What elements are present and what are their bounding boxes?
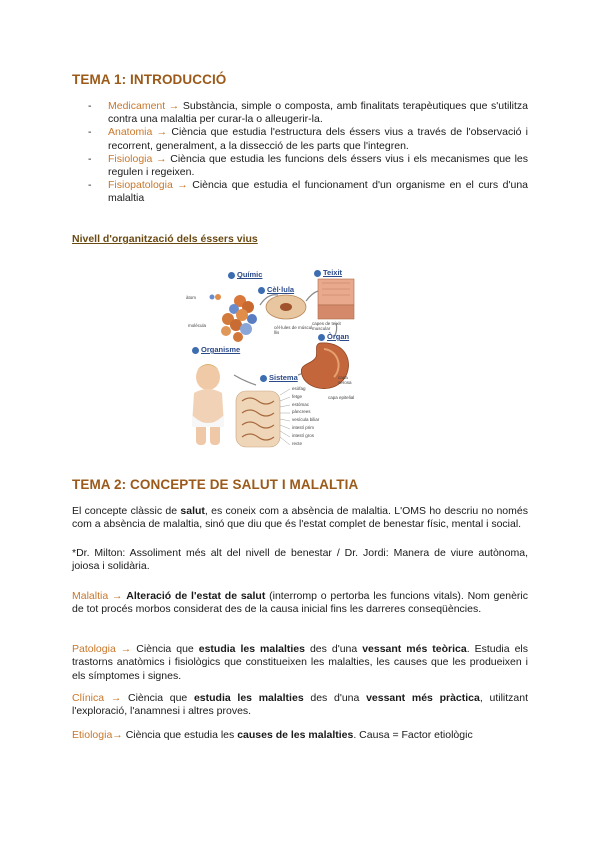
tissue-illustration — [318, 279, 354, 319]
tema1-title: TEMA 1: INTRODUCCIÓ — [72, 72, 227, 87]
digestive-system-illustration — [236, 391, 280, 447]
arrow-icon — [234, 375, 256, 385]
level-number-icon — [260, 375, 267, 382]
arrow-icon: → — [168, 100, 180, 112]
cell-illustration — [266, 295, 306, 319]
list-item: - Medicament → Substància, simple o composta, amb finalitats terapèutiques que s'utilitza contra una malaltia per curar-la o alleugerir-la. — [88, 100, 529, 126]
label-teixit: Teixit — [314, 268, 342, 277]
system-item: esòfag — [292, 386, 306, 391]
level-number-icon — [318, 334, 325, 341]
label-cellula: Cèl·lula — [258, 285, 294, 294]
arrow-icon: → — [177, 179, 188, 192]
list-item: - Anatomia → Ciència que estudia l'estructura dels éssers vius a través de l'observació i recorrent, generalment, a la dissecció de les parts que l'integren. — [88, 126, 529, 152]
label-organ: Òrgan — [318, 332, 349, 341]
term-fisiopatologia: Fisiopatologia — [108, 179, 173, 192]
system-item: intestí prim — [292, 424, 315, 430]
caption-layers: capes de teixit muscular — [312, 321, 341, 331]
system-item: intestí gros — [292, 432, 315, 438]
tema2-title: TEMA 2: CONCEPTE DE SALUT I MALALTIA — [72, 477, 359, 492]
list-item: - Fisiologia → Ciència que estudia les funcions dels éssers vius i els mecanismes que les regulen i regeixen. — [88, 152, 528, 179]
level-number-icon — [314, 270, 321, 277]
child-illustration — [192, 364, 224, 445]
level-number-icon — [258, 287, 265, 294]
arrow-icon: → — [156, 152, 167, 165]
system-leader-lines — [280, 389, 290, 445]
system-item: recte — [292, 440, 303, 446]
caption-molecule: molècula — [188, 323, 207, 328]
label-organisme: Organisme — [192, 345, 240, 354]
definition-text: Ciència que estudia el funcionament d'un organisme en el curs d'una malaltia — [108, 179, 529, 205]
arrow-icon — [306, 291, 318, 301]
system-item: vesícula biliar — [292, 417, 320, 423]
term-fisiologia: Fisiologia — [108, 152, 153, 165]
definition-text: Substància, simple o composta, amb finalitats terapèutiques que s'utilitza contra una malaltia per curar-la o alleugerir-la. — [108, 100, 529, 126]
molecule-illustration — [210, 294, 258, 342]
definition-text: Ciència que estudia l'estructura dels éssers vius a través de l'observació i recorrent, generalment, a la dissecció de les parts que l'integren. — [108, 126, 529, 152]
level-number-icon — [192, 347, 199, 354]
malaltia-definition: Malaltia → Alteració de l'estat de salut (interromp o pertorba les funcions vitals). Nom genèric de tot procés morbos considerat des de la causa inicial fins les darreres conseqüències. — [72, 590, 528, 616]
authors-definitions-paragraph: *Dr. Milton: Assoliment més alt del nivell de benestar / Dr. Jordi: Manera de viure autònoma, joiosa i solidària. — [72, 547, 528, 573]
tema1-definitions-list — [88, 100, 528, 206]
level-number-icon — [228, 272, 235, 279]
etiologia-definition: Etiologia→ Ciència que estudia les causes de les malalties. Causa = Factor etiològic — [72, 729, 473, 741]
term-anatomia: Anatomia — [108, 126, 153, 139]
system-item: pàncrees — [292, 409, 311, 415]
system-item: fetge — [292, 393, 303, 399]
list-item: - Fisiopatologia → Ciència que estudia el funcionament d'un organisme en el curs d'una malaltia — [88, 179, 529, 205]
patologia-definition: Patologia → Ciència que estudia les malalties des d'una vessant més teòrica. Estudia els trastorns anatòmics i fisiològics que constitueixen les malalties, les causes que les produeixen i els símptomes i signes. — [72, 643, 528, 682]
term-medicament: Medicament — [108, 100, 166, 112]
health-concept-paragraph: El concepte clàssic de salut, es coneix com a absència de malaltia. L'OMS ho descriu no només com a absència de malaltia, sinó que diu que és l'estat complet de benestar físic, mental i social. — [72, 505, 528, 531]
organization-levels-figure — [178, 265, 358, 452]
clinica-definition: Clínica → Ciència que estudia les malalties des d'una vessant més pràctica, utilitzant l'exploració, l'anamnesi i altres proves. — [72, 692, 528, 718]
label-sistema: Sistema — [260, 373, 298, 382]
organization-levels-subheading: Nivell d'organització dels éssers vius — [72, 233, 258, 245]
label-quimic: Químic — [228, 270, 262, 279]
caption-serosa: capa serosa — [338, 375, 352, 385]
arrow-icon: → — [156, 126, 168, 139]
system-organ-list — [292, 385, 319, 447]
definition-text: Ciència que estudia les funcions dels éssers vius i els mecanismes que les regulen i regeixen. — [108, 152, 528, 179]
caption-atom: àtom — [186, 295, 197, 300]
caption-cells: cèl·lules de múscul llis — [274, 325, 313, 335]
caption-gastric: capa epitelial — [328, 395, 355, 400]
system-item: estómac — [292, 401, 310, 407]
